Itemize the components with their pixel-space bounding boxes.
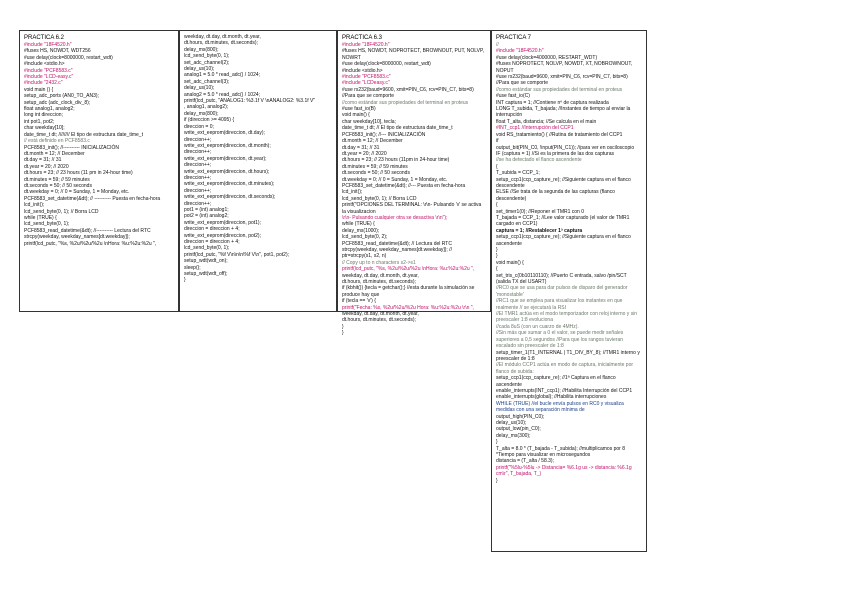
code-page-1 — [19, 30, 179, 312]
code-line: direccion = direccion + 4; — [184, 239, 240, 245]
code-line: void main() { — [342, 112, 370, 119]
code-line: PCF8583_set_datetime(&dt); //--- Puesta en fecha-hora — [342, 182, 466, 189]
code-line: lcd_send_byte(0, 1); — [24, 221, 70, 228]
code-line: //El módulo CCP1 actúa en modo de captura, inicialmente por flanco de subida: — [496, 362, 635, 375]
code-line: direccion++; — [184, 174, 212, 181]
code-line: //RC0 que se usa para dar pulsos de disparo del generador 'monostable' — [496, 285, 629, 298]
code-line: { — [496, 163, 498, 170]
code-line: analog1 = 5.0 * read_adc() / 1024; — [184, 72, 261, 79]
code-line: #fuses NOPROTECT, NOLVP, NOWDT, XT, NOBROWNOUT, NOPUT — [496, 61, 634, 74]
code-line: dt.year = 20; // 2020 — [24, 163, 69, 170]
code-line: output_high(PIN_C0); — [496, 413, 545, 420]
code-line: int pot1, pot2; — [24, 118, 55, 125]
code-line: // — [496, 42, 499, 48]
code-line: #include "2432.c" — [24, 80, 63, 87]
code-line: date_time_t dt; //////// El tipo de estructura date_time_t — [24, 131, 143, 138]
code-line: direccion = 0; — [184, 123, 214, 130]
code-line: #INT_ccp1 //Interrupción del CCP1 — [496, 125, 574, 132]
code-line: if (kbhit()) {tecla = getchar();} //esta durante la simulación se produce hay que — [342, 285, 476, 298]
code-line: long int direccion; — [24, 112, 63, 119]
code-line: setup_wdt(wdt_on); — [184, 258, 228, 265]
code-line: if (tecla == 'v') { — [342, 298, 376, 305]
code-line: #use delay(clock=4000000, RESTART_WDT) — [496, 54, 598, 61]
code-line: direccion = direccion + 4; — [184, 226, 240, 233]
page-title: PRACTICA 6.2 — [24, 35, 65, 41]
code-line: } — [184, 277, 186, 284]
code-line: } — [342, 330, 344, 337]
code-line: write_ext_eeprom(direccion, dt.seconds); — [184, 194, 276, 201]
code-line: #include "18F4520.h" — [342, 42, 390, 48]
code-line: #use rs232(baud=9600, xmit=PIN_C6, rcv=PIN_C7, bits=8) //Para que se comporte — [342, 86, 476, 100]
code-line: #use fast_io(C) — [496, 93, 530, 100]
code-line: delay_ms(1000); — [342, 227, 380, 234]
code-line: dt.minutes = 59; // 59 minutes — [342, 163, 408, 170]
code-line: printf(lcd_putc, "%s, %2u/%2u/%2u \nHora: %u:%2u:%2u ", — [342, 266, 475, 273]
code-line: LONG T_subida, T_bajada; //Instantes de tiempo al enviar la interrupción — [496, 106, 632, 119]
code-line: weekday, dt.day, dt.month, dt.year, — [342, 272, 419, 279]
code-line: set_adc_channel(3); — [184, 78, 230, 85]
code-line: set_tris_c(0b10110110); //Puerto C entrada, salvo /pin/SCT (salida TX del USART) — [496, 272, 629, 286]
code-line: PCF8583_read_datetime(&dt); //---------- Lectura del RTC — [24, 227, 151, 234]
code-line: T_subida = CCP_1; — [496, 170, 540, 177]
code-line: printf(lcd_putc, "%f V\n\n\n\%f V\n", pot1, pot2); — [184, 251, 289, 258]
code-line: delay_us(10); — [496, 419, 527, 426]
code-line: } — [496, 477, 498, 484]
code-line: write_ext_eeprom(direccion, pot1); — [184, 219, 261, 226]
code-line: strcpy(weekday, weekday_names[dt.weekday]); — [24, 234, 130, 241]
code-line: char weekday[10]; — [24, 125, 65, 132]
code-line: write_ext_eeprom(direccion, dt.minutes); — [184, 181, 275, 188]
code-line: if (direccion >= 4095) { — [184, 117, 235, 124]
code-line: lcd_send_byte(0, 1); // Borra LCD — [24, 208, 99, 215]
code-line: PCF8583_set_datetime(&dt); // ---------- Puesta en fecha-hora — [24, 195, 161, 202]
code-line: lcd_send_byte(0, 1); // Borra LCD — [342, 195, 417, 202]
code-line: { — [496, 202, 498, 209]
code-line: write_ext_eeprom(direccion, dt.hours); — [184, 168, 270, 175]
code-line: delay_ms(800); — [184, 46, 219, 53]
code-line: ELSE //Se trata de la segunda de las capturas (flanco descendente) — [496, 189, 617, 202]
code-line: delay_us(10); — [184, 66, 215, 73]
code-line: dt.seconds = 50; // 50 seconds — [342, 170, 410, 177]
code-line: output_bit(PIN_C0, !input(PIN_C1)); //para ver en osciloscopio — [496, 144, 635, 151]
code-line: //como estándar sus propiedades del terminal en proteus — [496, 86, 623, 93]
code-line: analog2 = 5.0 * read_adc() / 1024; — [184, 91, 261, 98]
code-line: delay_ms(800); — [184, 110, 219, 117]
code-line: set_adc_channel(2); — [184, 59, 230, 66]
code-line: enable_interrupts(global); //Habilita interrupciones — [496, 394, 607, 401]
code-line: printf("%5lu-%5lu -> Distancia= %6.1g us -> distancia: %6.1g cm\r", T_bajada, T_) — [496, 464, 633, 478]
code-line: lcd_send_byte(0, 2); — [342, 234, 388, 241]
code-line: , analog1, analog2); — [184, 104, 229, 111]
code-line: printf("Fecha: %s, %2u/%2u/%2u Hora: %u:%2u:%2u \r\n ", — [342, 304, 474, 311]
code-line: void RS_tratamiento() { //Rutina de tratamiento del CCP1 — [496, 131, 623, 138]
code-line: #fuses HS, NOWDT, NOPROTECT, BROWNOUT, PUT, NOLVP, NOWRT — [342, 48, 486, 61]
code-line: while (TRUE) { — [342, 221, 375, 228]
code-line: pot1 = (int) analog1; — [184, 206, 229, 213]
code-line: PCF8583_init(); //--- INICIALIZACIÓN — [342, 131, 426, 138]
code-line: #include <stdio.h> — [24, 61, 65, 68]
code-line: // Copy up to n characters s2->s1 — [342, 259, 416, 266]
code-line: //RC1 que se emplea para visualizar los instantes en que realmente // se ejecutará la RSI — [496, 298, 624, 311]
code-line: direccion++; — [184, 149, 212, 156]
code-line: while (TRUE) { — [24, 214, 57, 221]
code-line: dt.hours = 23; // 23 hours (11 pm in 24-hour time) — [24, 170, 133, 177]
page-title: PRACTICA 6.3 — [342, 35, 383, 41]
code-line: #fuses HS, NOWDT, WDT256 — [24, 48, 91, 55]
code-line: #include "PCF8583.c" — [24, 67, 73, 74]
code-line: lcd_init(); — [24, 202, 45, 209]
code-page-3 — [337, 30, 491, 337]
code-line: #include "PCF8583.c" — [342, 74, 391, 81]
code-line: dt.weekday = 0; // 0 = Sunday, 1 = Monday, etc. — [342, 176, 448, 183]
code-line: } — [342, 323, 344, 330]
code-line: weekday, dt.day, dt.month, dt.year, — [342, 311, 419, 318]
code-line: \r\n- Pulsando cualquier otra se desactiva \r\n"); — [342, 214, 448, 221]
code-page-4 — [491, 30, 647, 552]
code-line: //Sin más que sumar a 0 el valor, se puede medir señales superiores a 0,5 segundos //Para que los rangos tuvieran escalado sin preescaler de 1:8 — [496, 330, 625, 350]
code-line: //cada 8uS (con un cuarzo de 4MHz). — [496, 323, 579, 330]
code-line: { — [496, 266, 498, 273]
code-line: //El TMR1 actúa en el modo temporizador con reloj interno y sin preescaler 1:8 evoluciona — [496, 311, 639, 324]
code-line: //como estándar sus propiedades del terminal en proteus — [342, 99, 469, 106]
code-line: dt.hours, dt.minutes, dt.seconds); — [184, 40, 258, 47]
code-line: IF (captura = 1) //Si es la primera de las dos capturas — [496, 150, 614, 157]
code-line: setup_timer_1(T1_INTERNAL | T1_DIV_BY_8); //TMR1 interno y preescaler de 1:8 — [496, 349, 642, 362]
code-line: write_ext_eeprom(direccion, dt.month); — [184, 142, 271, 149]
code-line: strcpy(weekday, weekday_names[dt.weekday]); // — [342, 247, 452, 253]
code-line: printf(lcd_putc, "ANALOG1: %3.1f V \nANALOG2: %3.1f V" — [184, 98, 316, 105]
code-line: write_ext_eeprom(direccion, dt.year); — [184, 155, 267, 162]
code-line: T_bajada = CCP_1; //Lee valor capturado (el valor de TMR1 cargado en CCP1) — [496, 214, 631, 228]
code-line: } — [496, 253, 498, 260]
code-line: write_ext_eeprom(direccion, dt.day); — [184, 130, 265, 137]
code-line: #use delay(clock=8000000, restart_wdt) — [342, 61, 431, 68]
code-line: lcd_init(); — [342, 189, 363, 196]
code-line: void main() { — [496, 259, 524, 266]
code-line: dt.hours, dt.minutes, dt.seconds); — [342, 279, 416, 286]
code-line: #include "LCDeasy.c" — [342, 80, 390, 87]
page-title: PRACTICA 7 — [496, 35, 532, 41]
code-line: dt.day = 31; // 31 — [24, 157, 62, 164]
code-line: sleep(); — [184, 264, 201, 271]
code-line: setup_adc (adc_clock_div_8); — [24, 99, 91, 106]
code-line: dt.minutes = 59; // 59 minutes — [24, 176, 90, 183]
code-line: // está definido en PCF8583.c — [24, 138, 90, 145]
code-line: #include "LCD-easy.c" — [24, 74, 74, 81]
code-line: enable_interrupts(INT_ccp1); //Habilita Interrupción del CCP1 — [496, 387, 633, 394]
code-line: float analog1, analog2; — [24, 106, 75, 113]
code-line: ptr=strcpy(s1, s2, n) — [342, 253, 387, 260]
code-line: write_ext_eeprom(direccion, pot2); — [184, 232, 261, 239]
code-line: setup_ccp1(ccp_capture_re); //Siguiente captura en el flanco ascendente — [496, 234, 633, 247]
code-line: #include "18F4520.h" — [496, 48, 544, 55]
code-line: } — [496, 247, 498, 253]
code-line: float T_alta, distancia; //Se calcula en el main — [496, 118, 597, 125]
code-line: #include "18F4520.h" — [24, 42, 72, 48]
code-line: pot2 = (int) analog2; — [184, 213, 229, 220]
code-line: direccion++; — [184, 136, 212, 143]
code-line: setup_adc_ports (AN0_TO_AN3); — [24, 93, 99, 100]
code-line: dt.day = 31; // 31 — [342, 144, 380, 151]
code-line: //se ha detectado el flanco ascendente — [496, 157, 582, 164]
code-line: #use delay(clock=8000000, restart_wdt) — [24, 54, 113, 61]
code-line: lcd_send_byte(0, 1); — [184, 245, 230, 252]
code-line: delay_ms(300); — [496, 432, 531, 439]
code-line: captura = 1; //Restablecer 1ª captura — [496, 227, 583, 234]
code-line: INT captura = 1; //Contiene nº de captura realizada — [496, 99, 609, 106]
code-line: direccion++; — [184, 162, 212, 169]
code-line: char weekday[10], tecla; — [342, 118, 396, 125]
code-line: printf(lcd_putc, "%s, %2u/%2u/%2u \nHora: %u:%2u:%2u ", — [24, 240, 157, 247]
code-line: date_time_t dt; // El tipo de estructura date_time_t — [342, 125, 453, 132]
code-line: #use rs232(baud=9600, xmit=PIN_C6, rcv=PIN_C7, bits=8) //Para que se comporte — [496, 74, 630, 87]
code-line: setup_ccp1(ccp_capture_re); //1ª Captura en el flanco ascendente — [496, 375, 618, 388]
code-line: #include <stdio.h> — [342, 67, 383, 74]
code-page-2 — [179, 30, 337, 312]
code-line: setup_ccp1(ccp_capture_re); //Siguiente captura en el flanco descendente — [496, 176, 633, 189]
code-line: direccion++; — [184, 187, 212, 194]
code-line: T_alta = 8.0 * (T_bajada - T_subida); //multiplicamos por 8 *Tiempo para visualizar en microsegundos — [496, 445, 627, 458]
code-line: dt.hours = 23; // 23 hours (11pm in 24-hour time) — [342, 157, 450, 164]
code-line: dt.month = 12; // December — [342, 138, 403, 145]
code-line: WHILE (TRUE) //el bucle envía pulsos en RC0 y visualiza medidas con una separación mínima de — [496, 400, 626, 414]
code-line: direccion++; — [184, 200, 212, 207]
code-line: if — [496, 138, 499, 145]
code-line: #use fast_io(B) — [342, 106, 376, 113]
code-line: weekday, dt.day, dt.month, dt.year, — [184, 34, 261, 40]
code-line: dt.year = 20; // 2020 — [342, 150, 387, 157]
code-line: } — [496, 439, 498, 446]
code-line: dt.month = 12; // December — [24, 150, 85, 157]
code-line: void main () { — [24, 86, 54, 93]
code-line: printf("OPCIONES DEL TERMINAL: \r\n- Pulsando 'v' se activa la visualizacion — [342, 202, 483, 215]
code-line: dt.hours, dt.minutes, dt.seconds); — [342, 317, 416, 324]
code-line: PCF8583_read_datetime(&dt); // Lectura del RTC — [342, 240, 452, 247]
code-line: lcd_send_byte(0, 1); — [184, 53, 230, 60]
code-line: dt.seconds = 50; // 50 seconds — [24, 182, 92, 189]
code-line: setup_wdt(wdt_off); — [184, 271, 228, 278]
code-line: distancia = (T_alta / 58.3); — [496, 458, 554, 465]
code-line: set_timer1(0); //Reponer el TMR1 con 0 — [496, 208, 585, 215]
code-line: output_low(pin_C0); — [496, 426, 541, 433]
code-line: dt.weekday = 0; // 0 = Sunday, 1 = Monday, etc. — [24, 189, 130, 196]
code-line: delay_us(10); — [184, 85, 215, 92]
code-line: PCF8583_init(); //---------- INICIALIZACIÓN — [24, 144, 120, 151]
